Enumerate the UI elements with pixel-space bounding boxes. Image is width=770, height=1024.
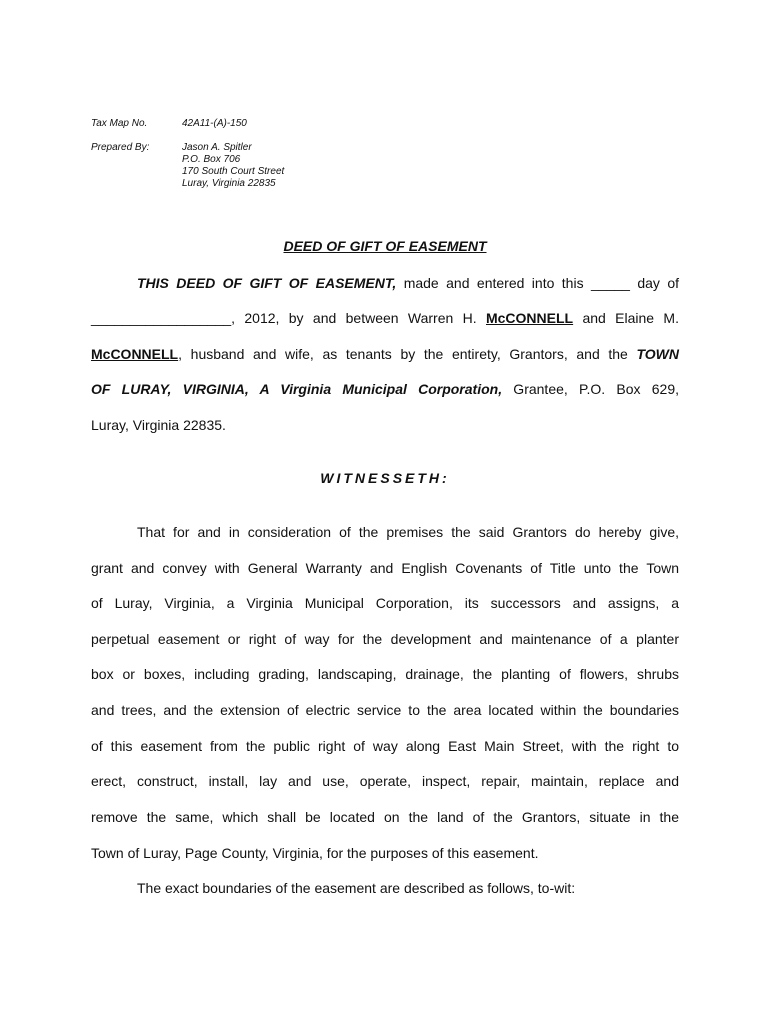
grant-line: remove the same, which shall be located on the land of the Grantors, situate in the — [91, 809, 679, 825]
preparer-street: 170 South Court Street — [182, 166, 285, 177]
prepared-by-address — [182, 142, 284, 190]
tax-map-value: 42A11-(A)-150 — [182, 118, 247, 129]
intro-line-1: THIS DEED OF GIFT OF EASEMENT, made and entered into this _____ day of — [137, 275, 680, 291]
grantor-surname: McCONNELL — [485, 310, 574, 326]
tax-map-label: Tax Map No. — [91, 118, 148, 129]
intro-line-3: McCONNELL, husband and wife, as tenants by the entirety, Grantors, and the TOWN — [91, 346, 679, 362]
intro-line-2: __________________, 2012, by and between Warren H. McCONNELL and Elaine M. — [91, 310, 679, 326]
grant-line: perpetual easement or right of way for the development and maintenance of a planter — [91, 631, 679, 647]
intro-line-4: OF LURAY, VIRGINIA, A Virginia Municipal Corporation, Grantee, P.O. Box 629, — [91, 381, 680, 397]
prepared-by-label: Prepared By: — [91, 142, 150, 153]
preparer-name: Jason A. Spitler — [182, 142, 252, 153]
grant-line: erect, construct, install, lay and use, operate, inspect, repair, maintain, replace and — [91, 773, 679, 789]
boundaries-line: The exact boundaries of the easement are described as follows, to-wit: — [137, 880, 576, 896]
grantee-name: OF LURAY, VIRGINIA, A Virginia Municipal Corporation, — [91, 381, 503, 397]
preparer-city: Luray, Virginia 22835 — [182, 178, 276, 189]
grant-line: box or boxes, including grading, landscaping, drainage, the planting of flowers, shrubs — [91, 666, 679, 682]
preparer-po-box: P.O. Box 706 — [182, 154, 241, 165]
grant-line: grant and convey with General Warranty and English Covenants of Title unto the Town — [91, 560, 679, 576]
intro-deed-name: THIS DEED OF GIFT OF EASEMENT, — [137, 275, 397, 291]
grant-line: and trees, and the extension of electric service to the area located within the boundaries — [91, 702, 679, 718]
witnesseth-heading: WITNESSETH: — [320, 470, 450, 486]
grant-line: That for and in consideration of the premises the said Grantors do hereby give, — [137, 524, 679, 540]
grant-line: of Luray, Virginia, a Virginia Municipal Corporation, its successors and assigns, a — [91, 595, 679, 611]
grantor-surname-2: McCONNELL — [91, 346, 179, 362]
intro-line-5: Luray, Virginia 22835. — [91, 417, 226, 433]
grant-line: of this easement from the public right of way along East Main Street, with the right to — [91, 738, 679, 754]
grant-line: Town of Luray, Page County, Virginia, for the purposes of this easement. — [91, 845, 539, 861]
document-title: DEED OF GIFT OF EASEMENT — [283, 238, 487, 254]
